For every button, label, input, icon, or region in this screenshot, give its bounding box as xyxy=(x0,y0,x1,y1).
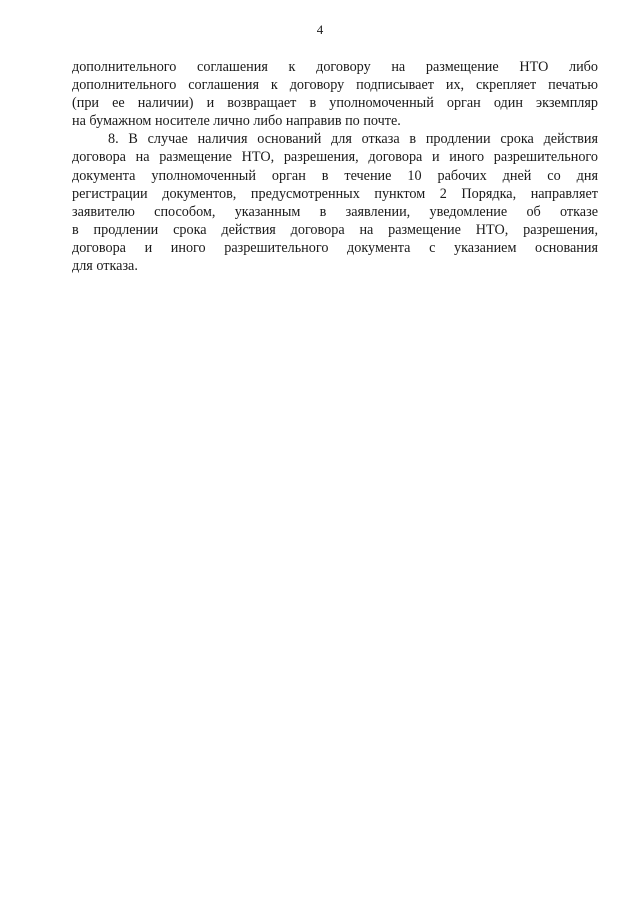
text-line: 8. В случае наличия оснований для отказа в продлении срока действия xyxy=(108,131,598,148)
text-line: заявителю способом, указанным в заявлении, уведомление об отказе xyxy=(72,203,598,220)
text-line: дополнительного соглашения к договору подписывает их, скрепляет печатью xyxy=(72,77,598,94)
paragraph-item-8 xyxy=(72,130,598,275)
text-line: договора на размещение НТО, разрешения, договора и иного разрешительного xyxy=(72,149,598,166)
text-line: (при ее наличии) и возвращает в уполномоченный орган один экземпляр xyxy=(72,95,598,112)
text-line: в продлении срока действия договора на размещение НТО, разрешения, xyxy=(72,221,598,238)
text-line: для отказа. xyxy=(72,258,138,275)
text-line: регистрации документов, предусмотренных пунктом 2 Порядка, направляет xyxy=(72,185,598,202)
document-body xyxy=(72,58,598,275)
text-line: документа уполномоченный орган в течение 10 рабочих дней со дня xyxy=(72,167,598,184)
text-line: на бумажном носителе лично либо направив по почте. xyxy=(72,113,401,130)
text-line: дополнительного соглашения к договору на размещение НТО либо xyxy=(72,59,598,75)
page-number: 4 xyxy=(316,22,324,37)
paragraph-continuation xyxy=(72,58,598,130)
text-line: договора и иного разрешительного документа с указанием основания xyxy=(72,239,598,256)
